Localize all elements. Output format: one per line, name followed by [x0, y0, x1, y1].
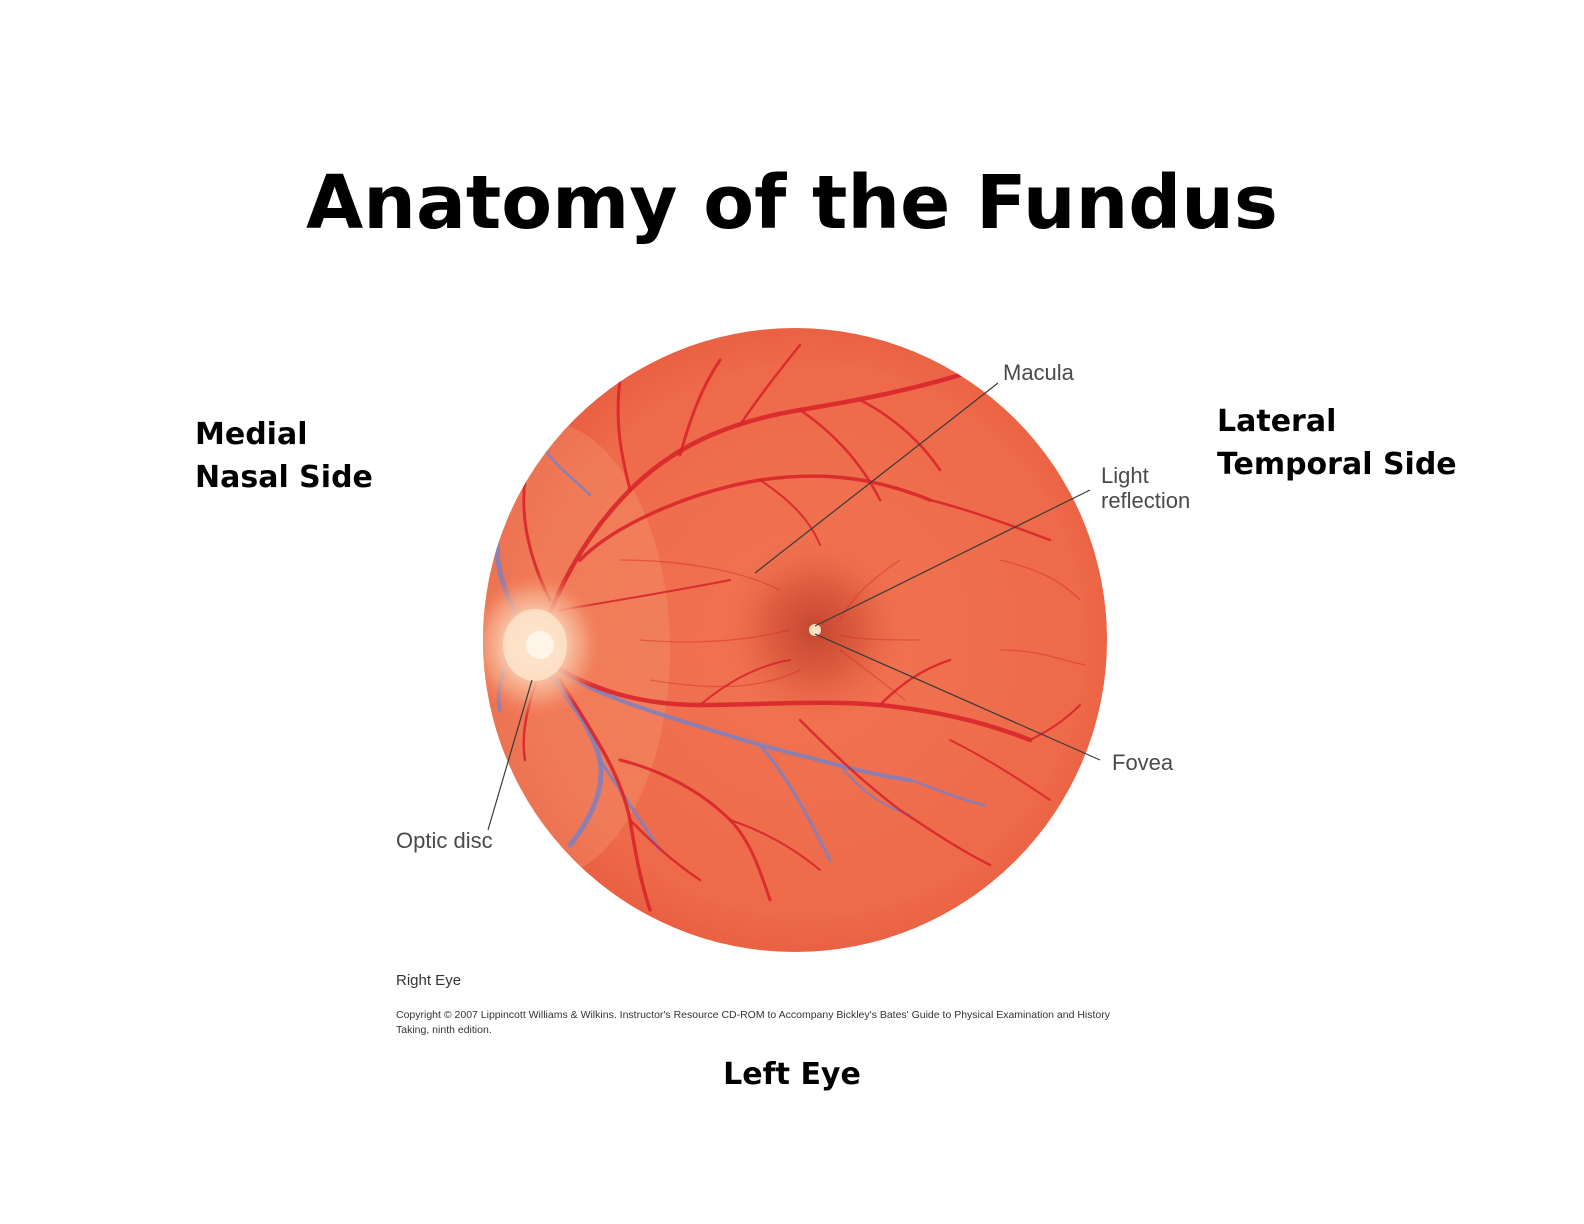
optic-cup: [526, 631, 554, 659]
reflection-callout: reflection: [1101, 488, 1191, 513]
copyright-line-1: Copyright © 2007 Lippincott Williams & Wilkins. Instructor's Resource CD-ROM to Accompany Bickley's Bates' Guide to Physical Examination and History: [396, 1009, 1111, 1021]
copyright-line-2: Taking, ninth edition.: [396, 1024, 492, 1036]
macula-callout: Macula: [1003, 360, 1074, 385]
temporal-side-label: Temporal Side: [1217, 447, 1457, 482]
figure-caption: Right Eye: [396, 972, 462, 989]
lateral-label: Lateral: [1217, 404, 1337, 439]
optic-disc-callout: Optic disc: [396, 828, 493, 853]
medial-label: Medial: [195, 417, 308, 452]
left-eye-label: Left Eye: [723, 1057, 861, 1092]
nasal-side-label: Nasal Side: [195, 460, 373, 495]
light-callout: Light: [1101, 463, 1149, 488]
page-title: Anatomy of the Fundus: [306, 160, 1278, 246]
fovea-callout: Fovea: [1112, 750, 1174, 775]
